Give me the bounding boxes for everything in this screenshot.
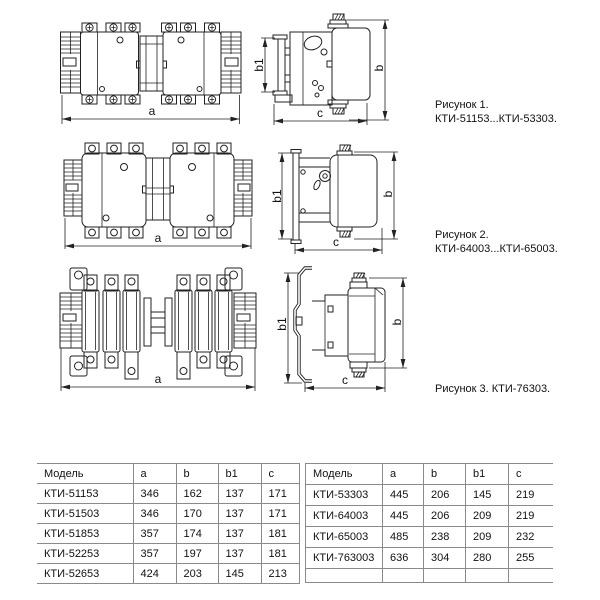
cell: 357: [133, 544, 176, 564]
cell: 145: [218, 564, 261, 584]
terminal-bolt-top: [350, 273, 367, 288]
dimension-a: [65, 218, 251, 249]
cell: КТИ-51153: [37, 484, 133, 504]
caption-line: КТИ-51153...КТИ-53303.: [435, 112, 557, 125]
terminal-screws-top-left: [82, 23, 140, 32]
contactor-body-side: [330, 155, 377, 227]
dim-label-a: a: [148, 104, 156, 118]
cell: 137: [218, 524, 261, 544]
contactor-body-left: [81, 32, 139, 95]
cell: КТИ-51853: [37, 524, 133, 544]
contactor-body-side: [332, 28, 370, 100]
center-link: [143, 158, 174, 220]
dim-label-b1: b1: [270, 189, 284, 203]
column-header: a: [133, 464, 176, 484]
terminals-bottom-left: [85, 227, 143, 238]
cell: [466, 569, 509, 583]
table-row: [306, 485, 553, 506]
center-link: [137, 36, 167, 91]
cell: КТИ-52253: [37, 544, 133, 564]
table-row: [306, 527, 553, 548]
figure1-side-view: [253, 10, 393, 128]
cell: 209: [466, 506, 509, 527]
magnet-block: [312, 295, 348, 356]
table-row: [37, 484, 299, 504]
table-header-row: [37, 464, 299, 484]
terminal-screws-top-right: [162, 23, 220, 32]
cell: 255: [509, 548, 553, 569]
arc-chute-right: [234, 293, 256, 348]
cell: КТИ-763003: [306, 548, 383, 569]
terminal-bolt-bottom: [328, 100, 348, 114]
contactor-body-left: [82, 153, 146, 227]
magnet-block: [290, 32, 332, 105]
cell: 238: [424, 527, 466, 548]
terminal-screws-bottom-left: [82, 95, 140, 104]
caption-line: Рисунок 1.: [435, 99, 489, 111]
table-row: [306, 548, 553, 569]
cell: 171: [261, 484, 299, 504]
cell: 424: [133, 564, 176, 584]
cell: КТИ-53303: [306, 485, 383, 506]
center-link: [144, 298, 172, 346]
column-header: Модель: [37, 464, 133, 484]
dim-label-b: b: [390, 318, 404, 326]
cell: 162: [176, 484, 218, 504]
cell: [424, 569, 466, 583]
cell: КТИ-52653: [37, 564, 133, 584]
caption-line: КТИ-64003...КТИ-65003.: [435, 242, 558, 255]
cell: 357: [133, 524, 176, 544]
contactor-body-side: [348, 288, 385, 362]
pole-strips: [82, 290, 232, 352]
table-empty-row: [306, 569, 553, 583]
cell: 137: [218, 544, 261, 564]
cell: КТИ-65003: [306, 527, 383, 548]
terminal-bolt-top: [337, 145, 352, 155]
dimension-b: [347, 20, 389, 120]
figure3-side-view: [275, 266, 410, 394]
terminal-bolt-bottom: [350, 362, 367, 377]
figure1-front-view: [60, 20, 245, 128]
figure3-caption: [435, 383, 550, 397]
contactor-body-right: [163, 32, 221, 95]
column-header: c: [509, 464, 553, 485]
arc-chute-left: [64, 160, 82, 216]
dimension-c: [274, 103, 367, 125]
column-header: b1: [466, 464, 509, 485]
terminal-bolt-top: [328, 14, 348, 28]
dim-label-c: c: [317, 106, 323, 120]
cell: [383, 569, 424, 583]
cell: КТИ-51503: [37, 504, 133, 524]
cell: 145: [466, 485, 509, 506]
cell: 206: [424, 506, 466, 527]
caption-line: Рисунок 2.: [435, 229, 489, 241]
caption-line: Рисунок 3. КТИ-76303.: [435, 383, 551, 395]
column-header: b1: [218, 464, 261, 484]
terminal-tabs-top: [84, 275, 230, 291]
arc-chute-right: [234, 160, 252, 216]
cell: 137: [218, 484, 261, 504]
terminal-screws-bottom-right: [162, 95, 220, 104]
dim-label-c: c: [342, 373, 348, 387]
dim-label-b1: b1: [275, 317, 289, 331]
dimension-b: [354, 152, 398, 239]
table-row: [37, 504, 299, 524]
cell: 181: [261, 544, 299, 564]
column-header: a: [383, 464, 424, 485]
arc-chute-left: [60, 293, 82, 348]
cell: 346: [133, 504, 176, 524]
contactor-body-right: [170, 153, 234, 227]
figure2-front-view: [62, 142, 254, 254]
cell: 206: [424, 485, 466, 506]
table-header-row: [306, 464, 553, 485]
cell: 445: [383, 485, 424, 506]
figure3-front-view: [58, 266, 258, 394]
mounting-bracket: [273, 35, 292, 102]
dimensions-table-right: [305, 463, 553, 583]
cell: 636: [383, 548, 424, 569]
arc-chute-right: [221, 32, 241, 93]
zigzag-bracket: [295, 268, 312, 381]
dim-label-b1: b1: [252, 58, 266, 72]
dim-label-a: a: [154, 372, 162, 386]
cell: 280: [466, 548, 509, 569]
cell: 203: [176, 564, 218, 584]
figure2-side-view: [270, 142, 400, 257]
table-row: [37, 524, 299, 544]
cell: 346: [133, 484, 176, 504]
cell: 209: [466, 527, 509, 548]
figure2-caption: [435, 229, 558, 256]
cell: 137: [218, 504, 261, 524]
terminals-bottom-right: [173, 227, 231, 238]
cell: КТИ-64003: [306, 506, 383, 527]
cell: 219: [509, 485, 553, 506]
dimensions-table-left: [37, 463, 300, 584]
cell: 170: [176, 504, 218, 524]
cell: [509, 569, 553, 583]
terminals-top-right: [173, 143, 231, 154]
dim-label-a: a: [154, 231, 162, 245]
table-row: [306, 506, 553, 527]
cell: 174: [176, 524, 218, 544]
cell: 232: [509, 527, 553, 548]
column-header: b: [424, 464, 466, 485]
terminal-bolt-bottom: [337, 227, 352, 237]
cell: 304: [424, 548, 466, 569]
column-header: c: [261, 464, 299, 484]
cell: 181: [261, 524, 299, 544]
cell: 171: [261, 504, 299, 524]
cell: [306, 569, 383, 583]
figure1-caption: [435, 99, 557, 126]
cell: 445: [383, 506, 424, 527]
dimension-a: [61, 348, 255, 391]
dimension-c: [295, 228, 382, 254]
dimension-b1: [270, 153, 292, 239]
cell: 485: [383, 527, 424, 548]
dimension-c: [305, 362, 385, 392]
cell: 197: [176, 544, 218, 564]
dimension-b1: [252, 38, 275, 92]
table-row: [37, 564, 299, 584]
cell: 213: [261, 564, 299, 584]
table-row: [37, 544, 299, 564]
dim-label-c: c: [333, 235, 339, 249]
cell: 219: [509, 506, 553, 527]
arc-chute-left: [61, 32, 81, 93]
dim-label-b: b: [381, 190, 395, 198]
dim-label-b: b: [372, 64, 386, 72]
terminals-top-left: [85, 143, 143, 154]
column-header: Модель: [306, 464, 383, 485]
column-header: b: [176, 464, 218, 484]
yoke-arms: [299, 158, 331, 222]
mounting-plate: [291, 150, 305, 244]
